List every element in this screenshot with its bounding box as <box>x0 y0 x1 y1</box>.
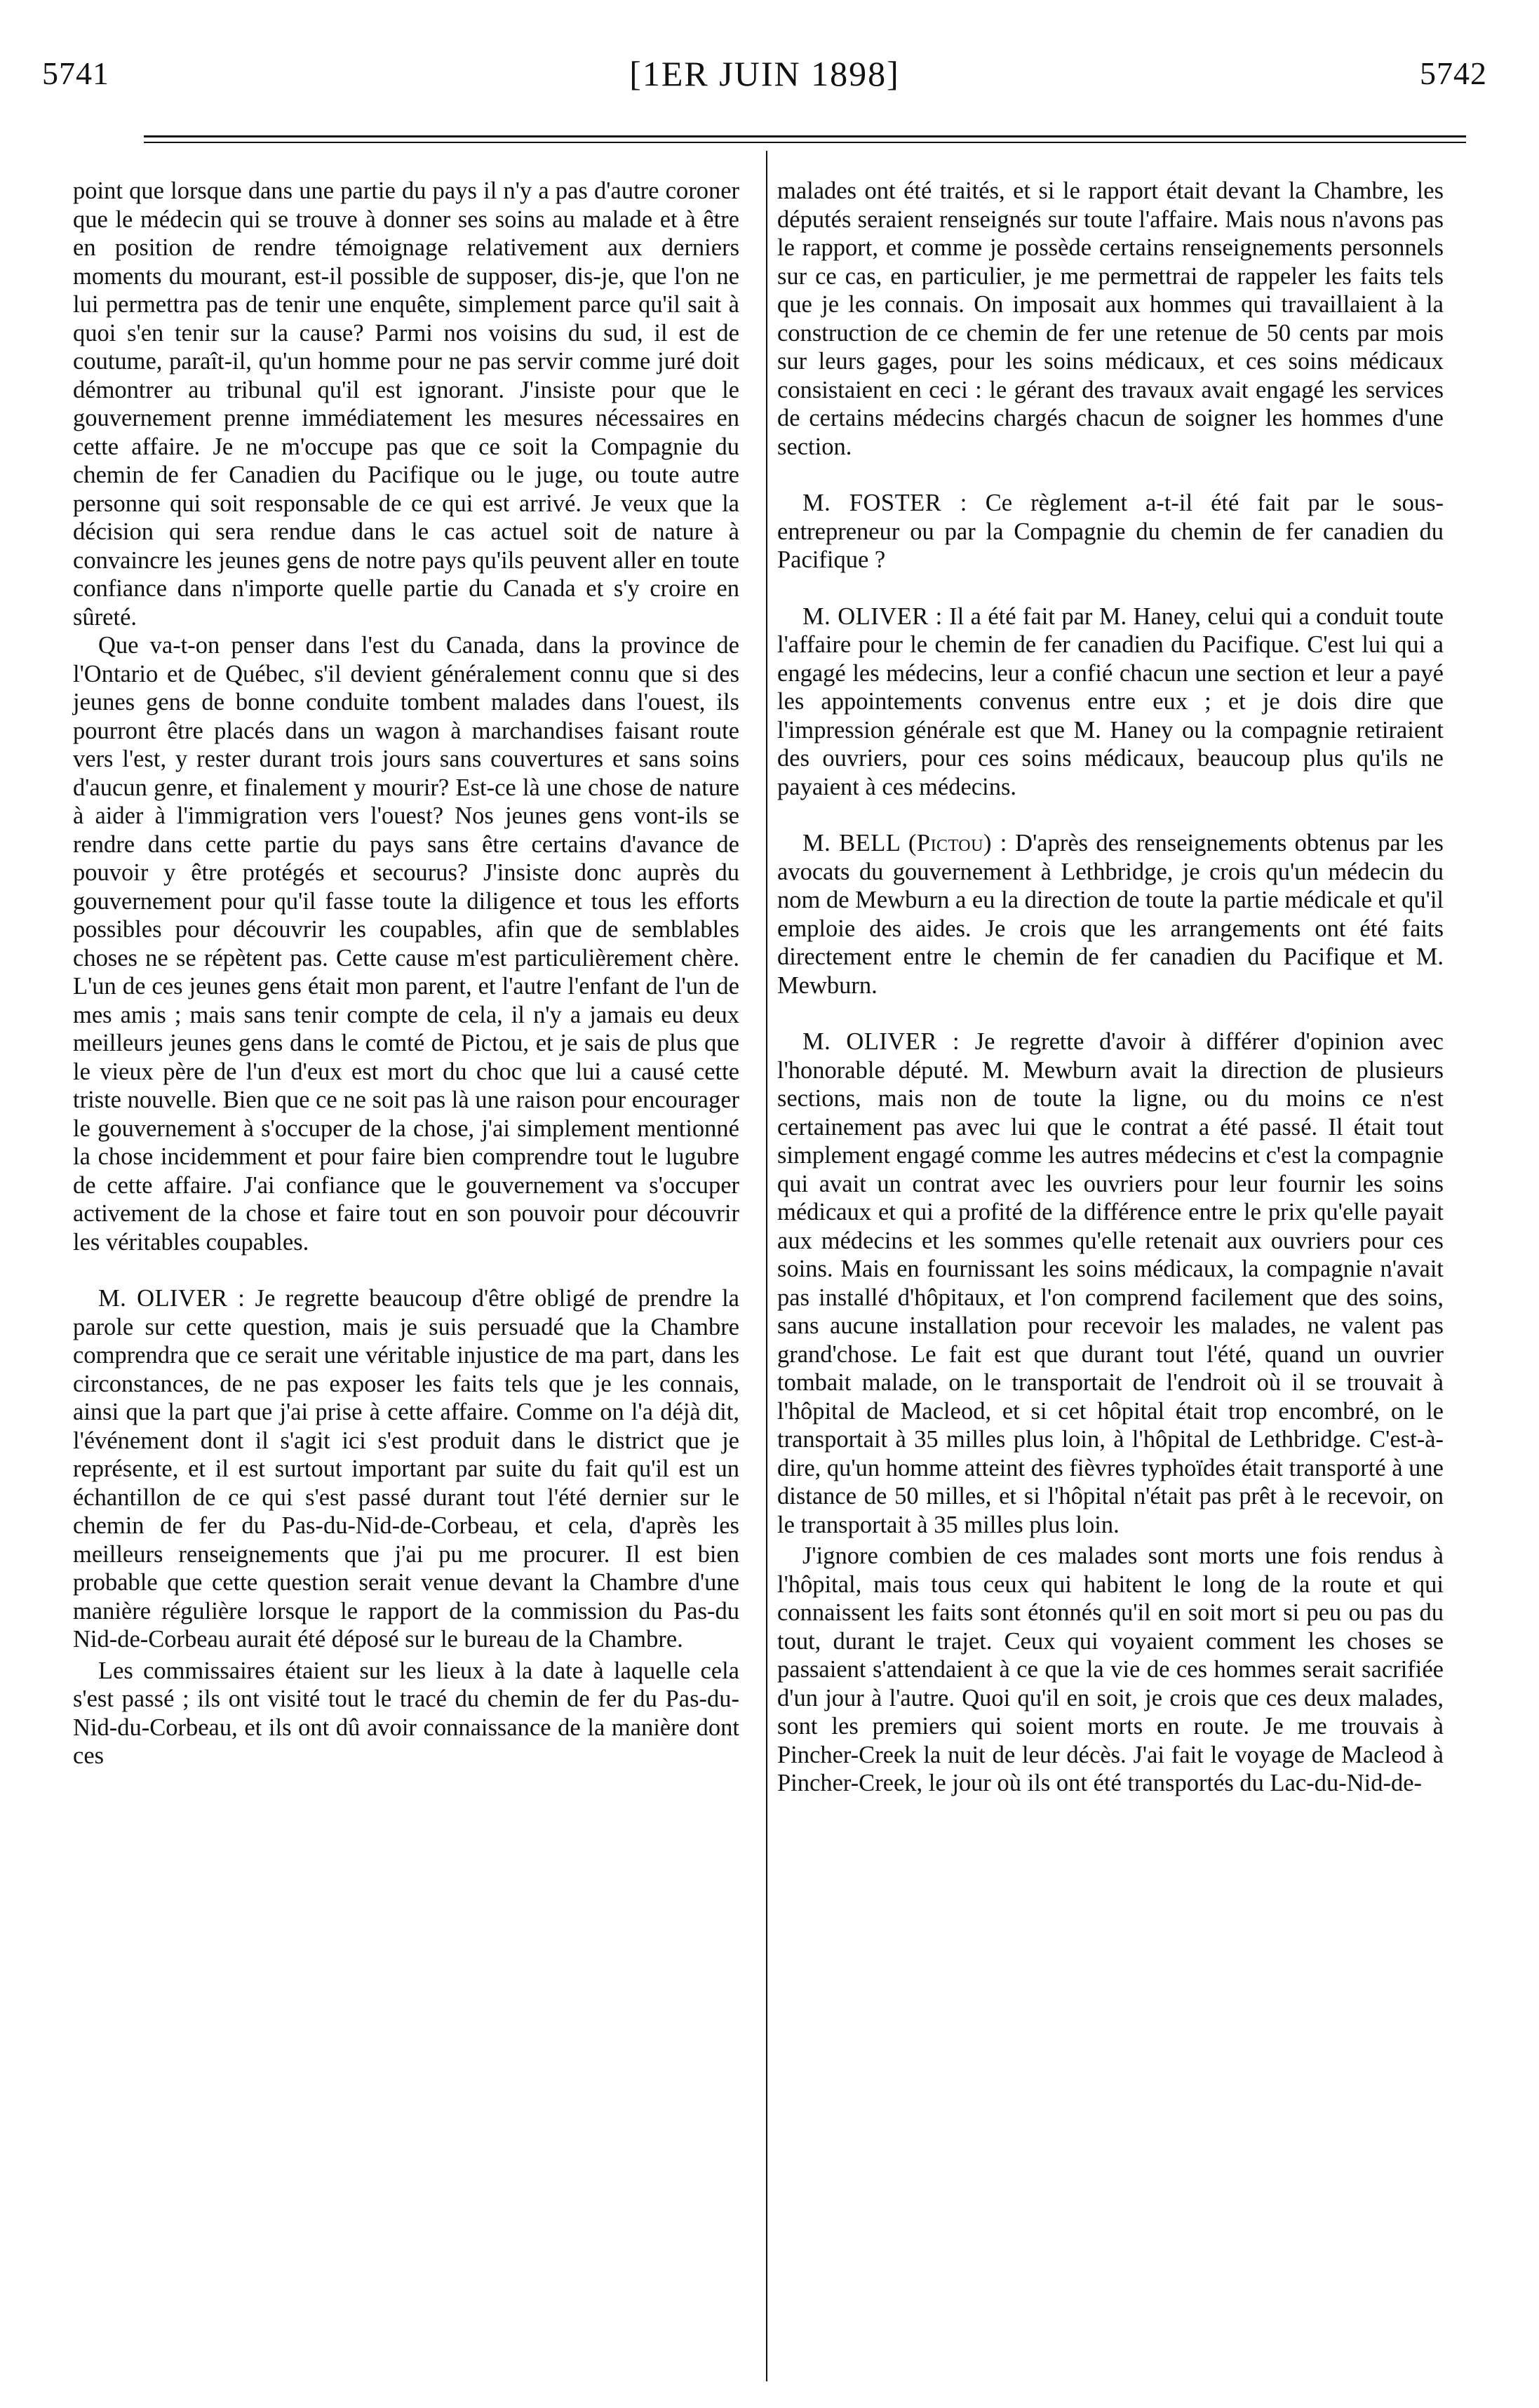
page-number-right: 5742 <box>1420 55 1487 91</box>
paragraph: M. BELL (Pictou) : D'après des renseignements obtenus par les avocats du gouvernement à Lethbridge, je crois qu'un médecin du nom de Mewburn a eu la direction de toute la partie médicale et qu'il emploie des aides. Je crois que les arrangements ont été faits directement entre le chemin de fer canadien du Pacifique et M. Mewburn. <box>777 830 1444 999</box>
header-rule-top <box>144 135 1466 137</box>
paragraph: M. OLIVER : Je regrette d'avoir à différer d'opinion avec l'honorable député. M. Mewburn avait la direction de plusieurs sections, mais non de toute la ligne, ou du moins ce n'est certainement pas avec lui que le contrat a été passé. Il était tout simplement engagé comme les autres médecins et c'est la compagnie qui avait un contrat avec les ouvriers pour leur fournir les soins médicaux et qui a profité de la différence entre le prix qu'elle payait aux médecins et les sommes qu'elle retenait aux ouvriers pour ces soins. Mais en fournissant les soins médicaux, la compagnie n'avait pas installé d'hôpitaux, et l'on comprend facilement que des soins, sans aucune installation pour recevoir les malades, ne valent pas grand'chose. Le fait est que durant tout l'été, quand un ouvrier tombait malade, on le transportait de l'endroit où il se trouvait à l'hôpital de Macleod, et si cet hôpital était trop encombré, on le transportait à 35 milles plus loin, à l'hôpital de Lethbridge. C'est-à-dire, qu'un homme atteint des fièvres typhoïdes était transporté à une distance de 50 milles, et si l'hôpital n'était pas prêt à le recevoir, on le transportait à 35 milles plus loin. <box>777 1028 1444 1538</box>
speaker-name: M. FOSTER : <box>802 490 967 516</box>
paragraph: point que lorsque dans une partie du pays il n'y a pas d'autre coroner que le médecin qui se trouve à donner ses soins au malade et à être en position de rendre témoignage relativement aux derniers moments du mourant, est-il possible de supposer, dis-je, que l'on ne lui permettra pas de tenir une enquête, simplement parce qu'il sait à quoi s'en tenir sur la cause? Parmi nos voisins du sud, il est de coutume, paraît-il, qu'un homme pour ne pas servir comme juré doit démontrer au tribunal qu'il est ignorant. J'insiste pour que le gouvernement prenne immédiatement les mesures nécessaires en cette affaire. Je ne m'occupe pas que ce soit la Compagnie du chemin de fer Canadien du Pacifique ou le juge, ou toute autre personne qui soit responsable de ce qui est arrivé. Je veux que la décision qui sera rendue dans le cas actuel soit de nature à convaincre les jeunes gens de notre pays qu'ils peuvent aller en toute confiance dans n'importe quelle partie du Canada et s'y croire en sûreté. <box>73 177 739 631</box>
right-column <box>777 177 1444 1798</box>
paragraph: M. OLIVER : Je regrette beaucoup d'être obligé de prendre la parole sur cette question, mais je suis persuadé que la Chambre comprendra que ce serait une véritable injustice de ma part, dans les circonstances, de ne pas exposer les faits tels que je les connais, ainsi que la part que j'ai prise à cette affaire. Comme on l'a déjà dit, l'événement dont il s'agit ici s'est produit dans le district que je représente, et il est surtout important par suite du fait qu'il est un échantillon de ce qui s'est passé durant tout l'été dernier sur le chemin de fer du Pas-du-Nid-de-Corbeau, et cela, d'après les meilleurs renseignements que j'ai pu me procurer. Il est bien probable que cette question serait venue devant la Chambre d'une manière régulière lorsque le rapport de la commission du Pas-du Nid-de-Corbeau aurait été déposé sur le bureau de la Chambre. <box>73 1285 739 1653</box>
speaker-name: M. OLIVER : <box>802 1028 960 1055</box>
paragraph: J'ignore combien de ces malades sont morts une fois rendus à l'hôpital, mais tous ceux qui habitent le long de la route et qui connaissent les faits sont étonnés qu'il en soit mort si peu ou pas du tout, durant le trajet. Ceux qui voyaient comment les choses se passaient s'attendaient à ce que la vie de ces hommes serait sacrifiée d'un jour à l'autre. Quoi qu'il en soit, je crois que ces deux malades, sont les premiers qui soient morts en route. Je me trouvais à Pincher-Creek la nuit de leur décès. J'ai fait le voyage de Macleod à Pincher-Creek, le jour où ils ont été transportés du Lac-du-Nid-de- <box>777 1542 1444 1796</box>
paragraph: M. FOSTER : Ce règlement a-t-il été fait par le sous-entrepreneur ou par la Compagnie du chemin de fer canadien du Pacifique ? <box>777 490 1444 573</box>
speaker-name: M. OLIVER : <box>98 1285 246 1312</box>
header-rule-bottom <box>144 142 1466 143</box>
paragraph: M. OLIVER : Il a été fait par M. Haney, celui qui a conduit toute l'affaire pour le chemin de fer canadien du Pacifique. C'est lui qui a engagé les médecins, leur a confié chacun une section et leur a payé les appointements convenus entre eux ; et je dois dire que l'impression générale est que M. Haney ou la compagnie retiraient des ouvriers, pour ces soins médicaux, beaucoup plus qu'ils ne payaient à ces médecins. <box>777 603 1444 800</box>
speaker-name: M. OLIVER : <box>802 603 943 630</box>
speaker-name: M. BELL (Pictou) : <box>802 830 1007 856</box>
page-header <box>42 49 1487 105</box>
left-column <box>73 177 739 1770</box>
paragraph: Que va-t-on penser dans l'est du Canada, dans la province de l'Ontario et de Québec, s'il devient généralement connu que si des jeunes gens de bonne conduite tombent malades dans l'ouest, ils pourront être placés dans un wagon à marchandises faisant route vers l'est, y rester durant trois jours sans couvertures et sans soins d'aucun genre, et finalement y mourir? Est-ce là une chose de nature à aider à l'immigration vers l'ouest? Nos jeunes gens vont-ils se rendre dans cette partie du pays sans être certains d'avance de pouvoir y être protégés et secourus? J'insiste donc auprès du gouvernement pour qu'il fasse toute la diligence et tous les efforts possibles pour découvrir les coupables, afin que de semblables choses ne se répètent pas. Cette cause m'est particulièrement chère. L'un de ces jeunes gens était mon parent, et l'autre l'enfant de l'un de mes amis ; mais sans tenir compte de cela, il n'y a jamais eu deux meilleurs jeunes gens dans le comté de Pictou, et je sais de plus que le vieux père de l'un d'eux est mort du choc que lui a causé cette triste nouvelle. Bien que ce ne soit pas là une raison pour encourager le gouvernement à s'occuper de la chose, j'ai simplement mentionné la chose incidemment et pour faire bien comprendre tout le lugubre de cette affaire. J'ai confiance que le gouvernement va s'occuper activement de la chose et faire tout en son pouvoir pour découvrir les véritables coupables. <box>73 632 739 1256</box>
paragraph: Les commissaires étaient sur les lieux à la date à laquelle cela s'est passé ; ils ont visité tout le tracé du chemin de fer du Pas-du-Nid-du-Corbeau, et ils ont dû avoir connaissance de la manière dont ces <box>73 1657 739 1769</box>
page-number-left: 5741 <box>42 55 109 91</box>
page-date-title: [1ER JUIN 1898] <box>629 54 900 93</box>
column-divider <box>766 151 767 2381</box>
paragraph: malades ont été traités, et si le rapport était devant la Chambre, les députés seraient renseignés sur toute l'affaire. Mais nous n'avons pas le rapport, et comme je possède certains renseignements personnels sur ce cas, en particulier, je me permettrai de rappeler les faits tels que je les connais. On imposait aux hommes qui travaillaient à la construction de ce chemin de fer une retenue de 50 cents par mois sur leurs gages, pour les soins médicaux, et ces soins médicaux consistaient en ceci : le gérant des travaux avait engagé les services de certains médecins chargés chacun de soigner les hommes d'une section. <box>777 177 1444 460</box>
